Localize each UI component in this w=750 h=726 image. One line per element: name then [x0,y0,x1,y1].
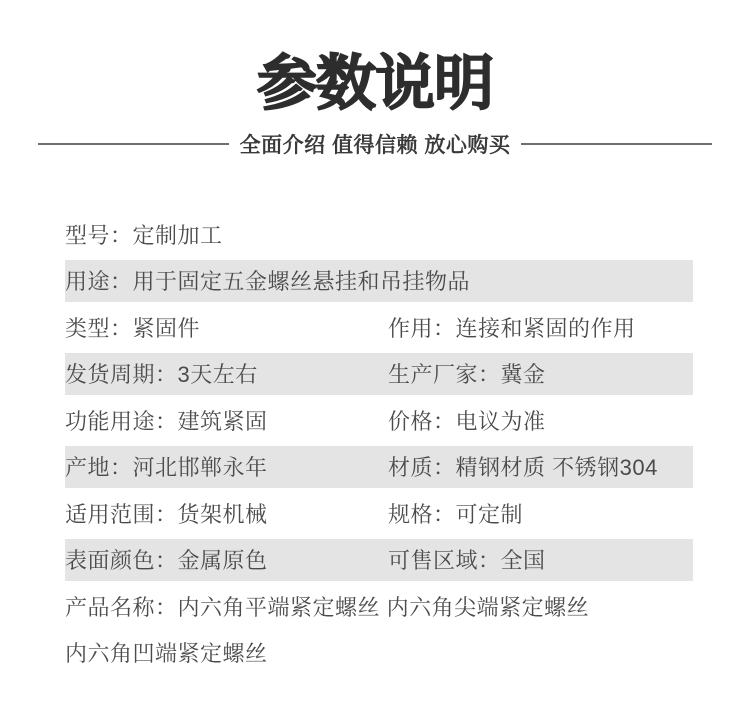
spec-cell [65,498,388,529]
spec-label: 发货周期： [65,362,178,388]
spec-label: 产地： [65,455,133,481]
spec-value: 可定制 [455,501,524,527]
subtitle-right-line [521,143,712,145]
spec-cell [65,405,388,436]
spec-label: 作用： [388,315,456,341]
table-row [57,258,693,305]
table-row [57,583,693,630]
spec-cell [388,358,693,389]
spec-value: 连接和紧固的作用 [455,315,636,341]
spec-value: 电议为准 [455,408,546,434]
spec-value: 3天左右 [177,362,258,388]
table-row [57,444,693,491]
table-row [57,490,693,537]
spec-label: 生产厂家： [388,362,501,388]
spec-label: 规格： [388,501,456,527]
spec-cell [388,312,693,343]
spec-value: 河北邯郸永年 [132,455,268,481]
spec-value: 定制加工 [132,222,223,248]
spec-label: 适用范围： [65,501,178,527]
spec-label: 表面颜色： [65,548,178,574]
table-row [57,351,693,398]
spec-label: 可售区域： [388,548,501,574]
spec-value: 冀金 [500,362,546,388]
spec-value: 紧固件 [132,315,201,341]
table-row [57,537,693,584]
spec-value: 货架机械 [177,501,268,527]
spec-label: 型号： [65,222,133,248]
subtitle-left-line [38,143,229,145]
spec-label: 用途： [65,269,133,295]
spec-cell [388,544,693,575]
spec-cell [388,498,693,529]
subtitle-text: 全面介绍 值得信赖 放心购买 [239,134,511,157]
spec-value: 精钢材质 不锈钢304 [455,455,658,481]
spec-value: 内六角凹端紧定螺丝 [65,641,268,667]
spec-label: 材质： [388,455,456,481]
spec-label: 产品名称： [65,594,178,620]
table-row [57,630,693,677]
spec-value: 全国 [500,548,546,574]
subtitle [0,131,750,157]
table-row [57,397,693,444]
spec-cell [388,405,693,436]
spec-value: 内六角平端紧定螺丝 内六角尖端紧定螺丝 [177,594,590,620]
spec-label: 功能用途： [65,408,178,434]
spec-value: 金属原色 [177,548,268,574]
spec-table [57,211,693,676]
spec-cell [65,265,693,296]
table-row [57,304,693,351]
spec-cell [65,637,693,668]
spec-cell [65,591,693,622]
spec-value: 用于固定五金螺丝悬挂和吊挂物品 [132,269,471,295]
spec-cell [65,312,388,343]
spec-cell [65,544,388,575]
spec-cell [65,451,388,482]
spec-cell [65,358,388,389]
spec-label: 类型： [65,315,133,341]
spec-value: 建筑紧固 [177,408,268,434]
spec-label: 价格： [388,408,456,434]
page-title: 参数说明 [257,50,493,117]
spec-cell [65,219,693,250]
spec-cell [388,451,693,482]
table-row [57,211,693,258]
